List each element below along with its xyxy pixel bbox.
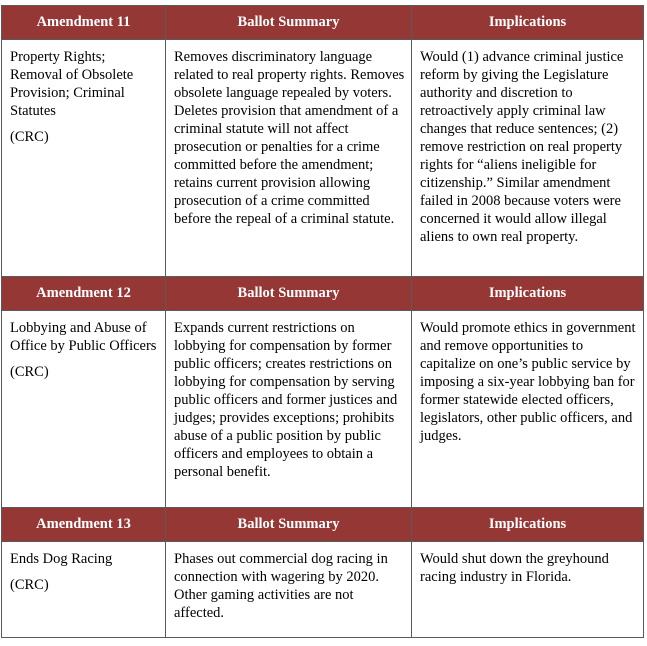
ballot-summary-cell [166,40,412,277]
implications-cell [412,40,644,277]
amendment-number-header: Amendment 13 [2,508,166,542]
amendment-header-row [2,6,644,40]
implications-cell [412,542,644,638]
amendment-number-header: Amendment 11 [2,6,166,40]
implications-header: Implications [412,508,644,542]
ballot-summary-cell [166,311,412,508]
amendment-source-tag: (CRC) [10,364,49,380]
ballot-summary-text: Expands current restrictions on lobbying for compensation by former public officers; creates restrictions on lobbying for compensation by serving public officers and former justices and judges; provides exceptions; prohibits abuse of a public position by public officers and employees to obtain a personal benefit. [174,320,398,480]
amendment-row [2,40,644,277]
implications-cell [412,311,644,508]
ballot-summary-text: Phases out commercial dog racing in connection with wagering by 2020. Other gaming activities are not affected. [174,551,388,621]
amendment-header-row [2,508,644,542]
amendment-source-tag: (CRC) [10,129,49,145]
amendment-header-row [2,277,644,311]
amendment-title-cell [2,542,166,638]
amendment-title-cell [2,40,166,277]
ballot-summary-header: Ballot Summary [166,6,412,40]
implications-text: Would promote ethics in government and remove opportunities to capitalize on one’s public service by imposing a six-year lobbying ban for former statewide elected officers, legislators, other public officers, and judges. [420,320,636,444]
amendment-title: Ends Dog Racing [10,551,113,567]
amendment-title-cell [2,311,166,508]
ballot-summary-header: Ballot Summary [166,277,412,311]
ballot-summary-header: Ballot Summary [166,508,412,542]
amendment-row [2,311,644,508]
amendment-number-header: Amendment 12 [2,277,166,311]
implications-text: Would (1) advance criminal justice reform by giving the Legislature authority and discretion to retroactively apply criminal law changes that reduce sentences; (2) remove restriction on real property rights for “aliens ineligible for citizenship.” Similar amendment failed in 2008 because voters were concerned it would allow illegal aliens to own real property. [420,49,624,245]
implications-header: Implications [412,277,644,311]
amendments-table [1,5,644,638]
amendment-source-tag: (CRC) [10,577,49,593]
implications-header: Implications [412,6,644,40]
amendment-title: Lobbying and Abuse of Office by Public Officers [10,320,157,354]
amendment-row [2,542,644,638]
implications-text: Would shut down the greyhound racing industry in Florida. [420,551,609,585]
ballot-summary-text: Removes discriminatory language related to real property rights. Removes obsolete language repealed by voters. Deletes provision that amendment of a criminal statute will not affect prosecution or penalties for a crime committed before the amendment; retains current provision allowing prosecution of a crime committed before the repeal of a criminal statute. [174,49,405,227]
amendment-title: Property Rights; Removal of Obsolete Provision; Criminal Statutes [10,49,134,119]
ballot-summary-cell [166,542,412,638]
